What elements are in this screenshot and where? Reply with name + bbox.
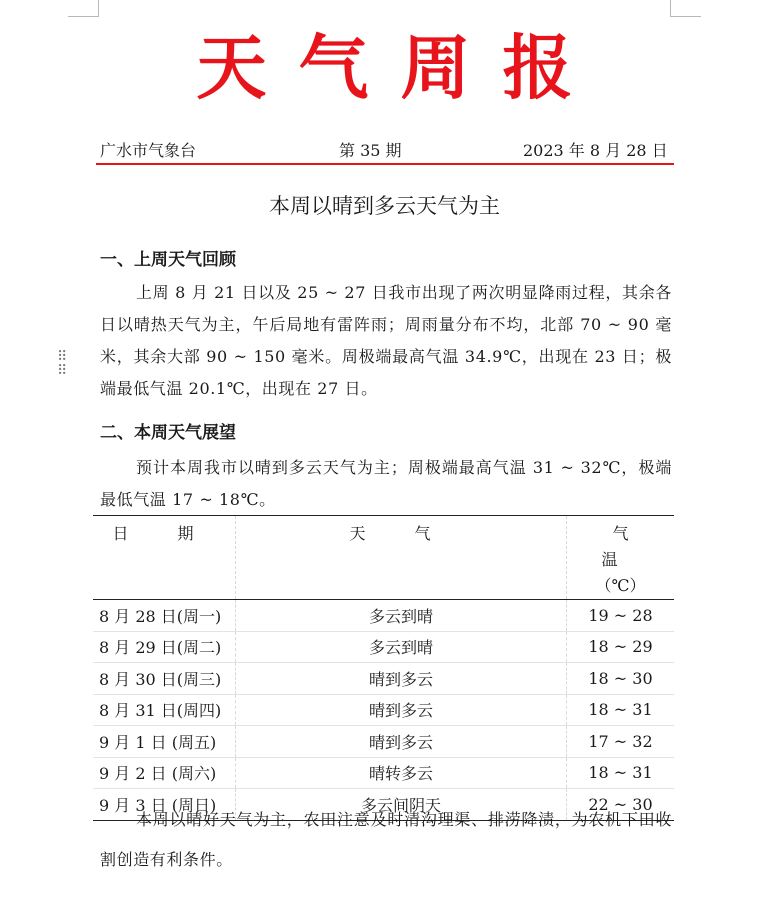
table-row <box>93 631 674 663</box>
section1-heading: 一、上周天气回顾 <box>100 250 236 270</box>
section1-body: 上周 8 月 21 日以及 25 ~ 27 日我市出现了两次明显降雨过程，其余各日以晴热天气为主，午后局地有雷阵雨；周雨量分布不均，北部 70 ~ 90 毫米，其余大部 90 ~ 150 毫米。周极端最高气温 34.9℃，出现在 23 日；极端最低气温 20.1℃，出现在 27 日。 <box>100 283 672 398</box>
row-temp: 19 ~ 28 <box>567 600 675 632</box>
table-row <box>93 726 674 758</box>
row-date: 9 月 1 日 (周五) <box>93 726 236 758</box>
page-corner-mark-right <box>670 0 701 17</box>
row-weather: 晴到多云 <box>236 726 567 758</box>
header-divider <box>96 163 674 165</box>
row-date: 8 月 29 日(周二) <box>93 631 236 663</box>
closing-paragraph: 本周以晴好天气为主，农田注意及时清沟理渠、排涝降渍，为农机下田收割创造有利条件。 <box>100 810 672 869</box>
row-temp: 18 ~ 31 <box>567 694 675 726</box>
header-weather: 天 气 <box>349 524 453 543</box>
header-date: 日 期 <box>93 516 236 600</box>
page-corner-mark-left <box>68 0 99 17</box>
table-row <box>93 600 674 632</box>
row-temp: 17 ~ 32 <box>567 726 675 758</box>
row-date: 8 月 30 日(周三) <box>93 663 236 695</box>
row-date: 9 月 2 日 (周六) <box>93 757 236 789</box>
table-row <box>93 757 674 789</box>
report-date: 2023 年 8 月 28 日 <box>523 141 668 160</box>
report-title: 天气周报 <box>196 27 605 109</box>
row-weather: 晴转多云 <box>236 757 567 789</box>
row-temp: 18 ~ 29 <box>567 631 675 663</box>
row-temp: 18 ~ 31 <box>567 757 675 789</box>
row-weather: 晴到多云 <box>236 694 567 726</box>
section2-body: 预计本周我市以晴到多云天气为主；周极端最高气温 31 ~ 32℃，极端最低气温 17 ~ 18℃。 <box>100 458 672 509</box>
row-weather: 晴到多云 <box>236 663 567 695</box>
row-date: 9 月 3 日 (周日) <box>93 789 236 821</box>
report-headline: 本周以晴到多云天气为主 <box>269 194 500 218</box>
section2-heading: 二、本周天气展望 <box>100 423 236 443</box>
header-temp: 气 温 （℃） <box>567 516 675 600</box>
row-temp: 18 ~ 30 <box>567 663 675 695</box>
table-header-row <box>93 516 674 600</box>
drag-handle-icon[interactable]: ⠿ ⠿ <box>57 349 68 379</box>
row-temp: 22 ~ 30 <box>567 789 675 821</box>
row-weather: 多云到晴 <box>236 631 567 663</box>
table-row <box>93 694 674 726</box>
forecast-table <box>93 515 674 821</box>
row-date: 8 月 31 日(周四) <box>93 694 236 726</box>
issue-number: 第 35 期 <box>339 141 402 160</box>
table-row <box>93 663 674 695</box>
row-weather: 多云间阴天 <box>360 795 441 815</box>
row-weather: 多云到晴 <box>236 600 567 632</box>
row-date: 8 月 28 日(周一) <box>93 600 236 632</box>
agency-name: 广水市气象台 <box>100 141 197 160</box>
